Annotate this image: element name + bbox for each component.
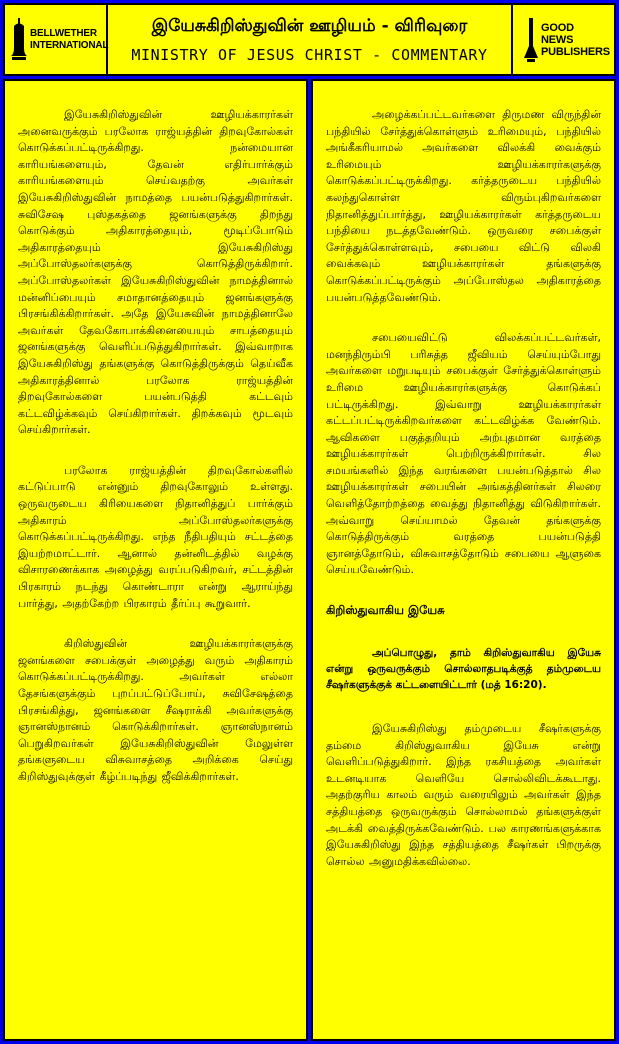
right-column (311, 79, 616, 1041)
title-box (108, 5, 511, 74)
left-logo-box (5, 5, 108, 74)
right-logo-box (511, 5, 614, 74)
right-paragraph-1: அழைக்கப்பட்டவர்களை திருமண விருந்தின் பந்தியில் சேர்த்துக்கொள்ளும் உரிமையும், பந்தியில் அங்கீகரியாமல் அவர்களை விலக்கி வைக்கும் உரிமையும் ஊழியக்காரர்களுக்கு கொடுக்கப்பட்டிருக்கிறது. கர்த்தருடைய பந்தியில் கலந்துகொள்ள விரும்புகிறவர்களை நிதானித்துப்பார்த்து, ஊழியக்காரர்கள் கர்த்தருடைய பந்தியை நடத்தவேண்டும். ஒருவரை சபைக்குள் சேர்த்துக்கொள்ளவும், சபையை விட்டு விலகி வைக்கவும் ஊழியக்காரர்கள் தங்களுக்கு கொடுக்கப்பட்டிருக்கும் அப்போஸ்தல அதிகாரத்தை பயன்படுத்தவேண்டும். (326, 108, 601, 304)
page-title-tamil: இயேசுகிறிஸ்துவின் ஊழியம் - விரிவுரை (151, 15, 468, 36)
left-logo-text: BELLWETHER INTERNATIONAL (30, 27, 109, 51)
right-paragraph-final: இயேசுகிறிஸ்து தம்முடைய சீஷர்களுக்கு தம்மை கிறிஸ்துவாகிய இயேசு என்று வெளிப்படுத்துகிறார். இந்த ரகசியத்தை அவர்கள் உடனடியாக வெளியே சொல்லிவிடக்கூடாது. அதற்குரிய காலம் வரும் வரையிலும் அவர்கள் இந்த சத்தியத்தை ஒருவருக்கும் சொல்லாமல் தங்களுக்குள் அடக்கி வைத்திருக்கவேண்டும். பல காரணங்களுக்காக இயேசுகிறிஸ்து இந்த சத்தியத்தை சீஷர்கள் பிறருக்கு சொல்ல அனுமதிக்கவில்லை. (326, 722, 601, 868)
right-logo-text: GOOD NEWS PUBLISHERS (541, 21, 610, 58)
left-paragraph-2: பரலோக ராஜ்யத்தின் திறவுகோல்களில் கட்டுப்பாடு என்னும் திறவுகோலும் உள்ளது. ஒருவருடைய கிரியைகளை நிதானித்துப் பார்க்கும் அதிகாரம் அப்போஸ்தலர்களுக்கு கொடுக்கப்பட்டிருக்கிறது. எந்த நீதிபதியும் சட்டத்தை இயற்றமாட்டார். ஆனால் தன்னிடத்தில் வழக்கு விசாரணைக்காக அழைத்து வரப்படுகிறவர், சட்டத்தின் பிரகாரம் நடந்து கொண்டாரா என்று ஆராய்ந்து பார்த்து, அதற்கேற்ற பிரகாரம் தீர்ப்பு கூறுவார். (18, 463, 293, 610)
left-paragraph-3: கிறிஸ்துவின் ஊழியக்காரர்களுக்கு ஜனங்களை சபைக்குள் அழைத்து வரும் அதிகாரம் கொடுக்கப்பட்டிருக்கிறது. அவர்கள் எல்லா தேசங்களுக்கும் புறப்பட்டுப்போய், சுவிசேஷத்தை பிரசங்கித்து, ஜனங்களை சீஷராக்கி அவர்களுக்கு ஞானஸ்நானம் கொடுக்கிறார்கள். ஞானஸ்நானம் பெறுகிறவர்கள் இயேசுகிறிஸ்துவின் மேலுள்ள தங்களுடைய விசுவாசத்தை அறிக்கை செய்து கிறிஸ்துவுக்குள் கீழ்ப்படிந்து ஜீவிக்கிறார்கள். (18, 637, 293, 783)
left-column (3, 79, 308, 1041)
section-heading: கிறிஸ்துவாகிய இயேசு (326, 603, 445, 618)
left-paragraph-1: இயேசுகிறிஸ்துவின் ஊழியக்காரர்கள் அனைவருக்கும் பரலோக ராஜ்யத்தின் திறவுகோல்கள் கொடுக்கப்பட்டிருக்கிறது. நன்மையான காரியங்களையும், தேவன் எதிர்பார்க்கும் காரியங்களையும் செய்வதற்கு அவர்கள் இயேசுகிறிஸ்துவின் நாமத்தை பயன்படுத்துகிறார்கள். சுவிசேஷ புஸ்தகத்தை ஜனங்களுக்கு திறந்து கொடுக்கும் அதிகாரத்தையும், மூடிப்போடும் அதிகாரத்தையும் இயேசுகிறிஸ்து அப்போஸ்தலர்களுக்கு கொடுத்திருக்கிறார். அப்போஸ்தலர்கள் இயேசுகிறிஸ்துவின் நாமத்தினால் மன்னிப்பையும் சமாதானத்தையும் ஜனங்களுக்கு பிரசங்கிக்கிறார்கள். அதே இயேசுவின் நாமத்தினாலே அவர்கள் தேவகோபாக்கினையையும் சாபத்தையும் ஜனங்களுக்கு வெளிப்படுத்துகிறார்கள். இவ்வாறாக இயேசுகிறிஸ்து தங்களுக்கு கொடுத்திருக்கும் தெய்வீக அதிகாரத்தினால் பரலோக ராஜ்யத்தின் திறவுகோல்களை பயன்படுத்தி கட்டவும் கட்டவிழ்க்கவும் செய்கிறார்கள். திறக்கவும் மூடவும் செய்கிறார்கள். (18, 108, 293, 437)
page-header (3, 3, 616, 76)
scripture-verse: அப்பொழுது, தாம் கிறிஸ்துவாகிய இயேசு என்று ஒருவருக்கும் சொல்லாதபடிக்குத் தம்முடைய சீஷர்களுக்குக் கட்டளையிட்டார் (மத் 16:20). (326, 647, 601, 692)
trumpet-icon (524, 18, 538, 62)
bell-icon (11, 18, 27, 62)
good-news-logo (524, 18, 610, 62)
page-title-english: MINISTRY OF JESUS CHRIST - COMMENTARY (131, 45, 488, 64)
right-paragraph-2: சபையைவிட்டு விலக்கப்பட்டவர்கள், மனந்திரும்பி பரிசுத்த ஜீவியம் செய்யும்போது அவர்களை மறுபடியும் சபைக்குள் சேர்த்துக்கொள்ளும் உரிமை ஊழியக்காரர்களுக்கு கொடுக்கப் பட்டிருக்கிறது. இவ்வாறு ஊழியக்காரர்கள் கட்டப்பட்டிருக்கிறவர்களை கட்டவிழ்க்க வேண்டும். ஆவிகளை பகுத்தறியும் அற்புதமான வரத்தை ஊழியக்காரர்கள் பெற்றிருக்கிறார்கள். சில சமயங்களில் இந்த வரங்களை பயன்படுத்தால் சில ஊழியக்காரர்கள் சபையின் அங்கத்தினர்கள் சிலரை வெளித்தோற்றத்தை வைத்து நிதானித்து விடுகிறார்கள். அவ்வாறு செய்யாமல் தேவன் தங்களுக்கு கொடுத்திருக்கும் வரத்தை பயன்படுத்தி ஞானத்தோடும், விசுவாசத்தோடும் சபையை ஆளுகை செய்யவேண்டும். (326, 331, 601, 577)
bellwether-logo (11, 18, 109, 62)
